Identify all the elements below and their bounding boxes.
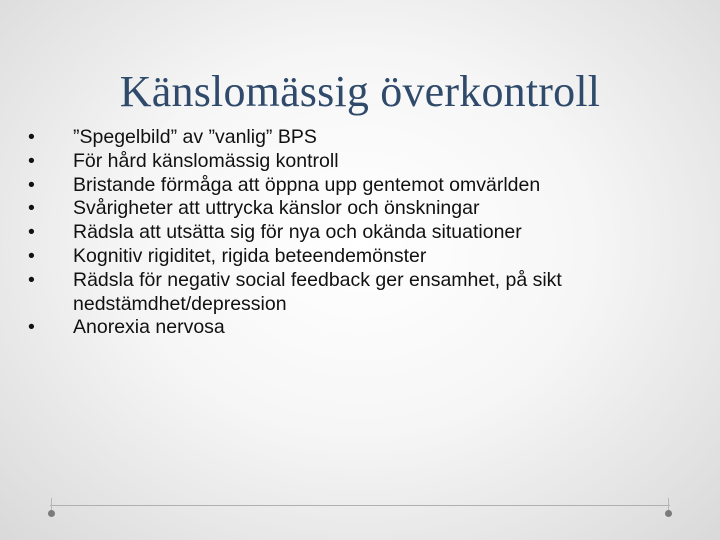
- bullet-list: [28, 126, 688, 340]
- bullet-text: Rädsla för negativ social feedback ger ensamhet, på sikt nedstämdhet/depression: [73, 268, 562, 315]
- bullet-icon: •: [28, 197, 35, 220]
- list-item: [28, 269, 688, 317]
- list-item: [28, 245, 688, 269]
- footer-rail-line: [50, 505, 670, 506]
- bullet-text: För hård känslomässig kontroll: [73, 149, 339, 172]
- bullet-icon: •: [28, 316, 35, 339]
- bullet-text: Svårigheter att uttrycka känslor och önskningar: [73, 197, 480, 220]
- list-item: [28, 150, 688, 174]
- bullet-text: Rädsla att utsätta sig för nya och okända situationer: [73, 221, 522, 244]
- bullet-icon: •: [28, 268, 35, 291]
- bullet-icon: •: [28, 173, 35, 196]
- left-rail-dot-icon: [48, 510, 55, 517]
- bullet-text: Bristande förmåga att öppna upp gentemot omvärlden: [73, 173, 541, 196]
- bullet-icon: •: [28, 149, 35, 172]
- bullet-text: Anorexia nervosa: [73, 316, 225, 339]
- bullet-text: Kognitiv rigiditet, rigida beteendemönster: [73, 244, 427, 267]
- list-item: [28, 316, 688, 340]
- right-rail-dot-icon: [665, 510, 672, 517]
- bullet-icon: •: [28, 221, 35, 244]
- list-item: [28, 174, 688, 198]
- bullet-icon: •: [28, 244, 35, 267]
- slide-title: Känslomässig överkontroll: [119, 67, 601, 116]
- bullet-icon: •: [28, 126, 35, 148]
- list-item: [28, 221, 688, 245]
- list-item: [28, 197, 688, 221]
- list-item: [28, 126, 688, 150]
- bullet-text: ”Spegelbild” av ”vanlig” BPS: [73, 126, 317, 148]
